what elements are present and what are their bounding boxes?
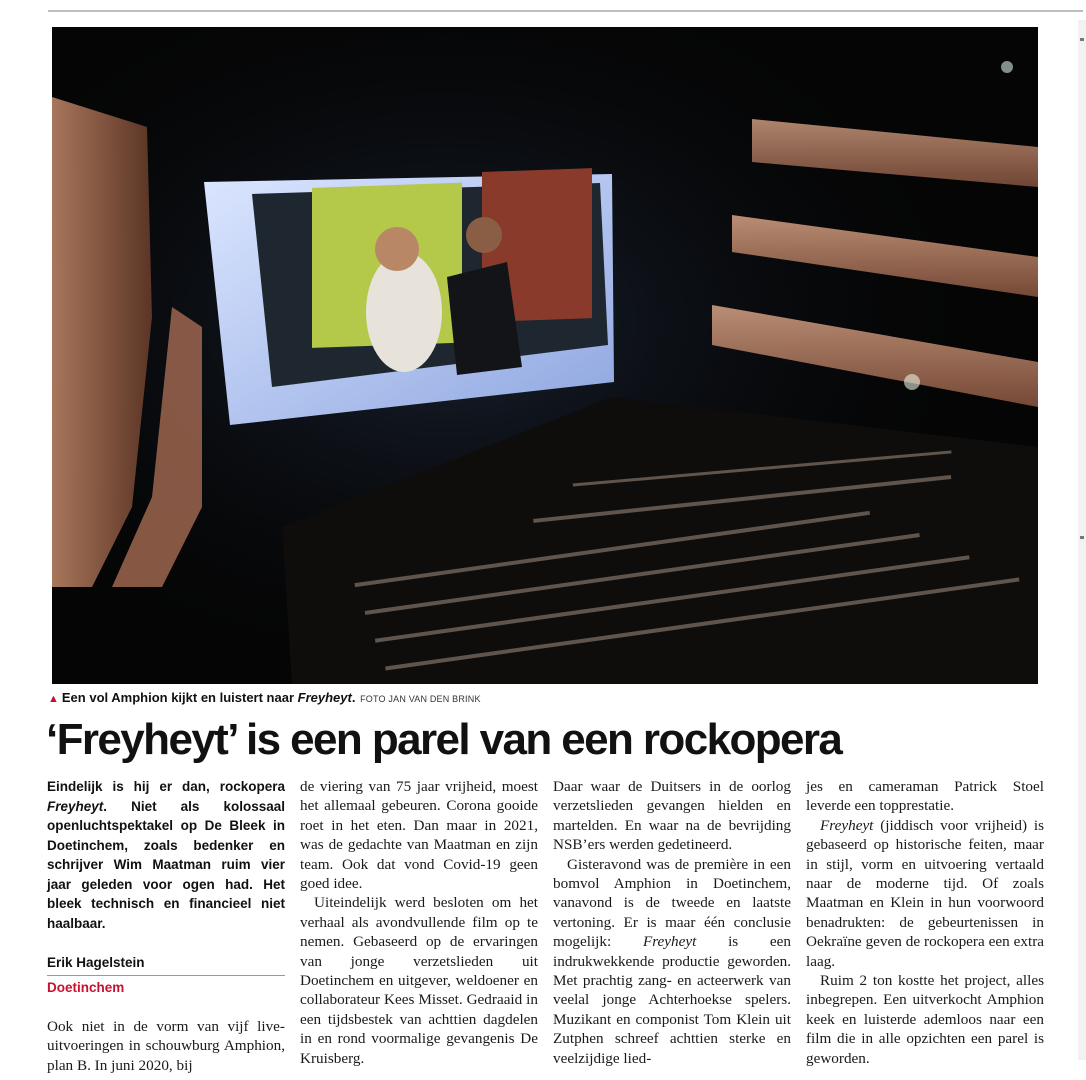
theater-photo-illustration bbox=[52, 27, 1038, 684]
lead-text-continued: . Niet als kolossaal openluchtspektakel op De Bleek in Doetinchem, zoals bedenker en schrijver Wim Maatman ruim vier jaar geleden voor ogen had. Het bleek technisch en financieel niet haalbaar. bbox=[47, 798, 285, 931]
adjacent-page-edge bbox=[1078, 20, 1086, 1060]
article-lead bbox=[47, 777, 285, 933]
film-title: Freyheyt bbox=[642, 933, 697, 951]
theater-photo bbox=[52, 27, 1038, 684]
body-text: (jiddisch voor vrijheid) is gebaseerd op historische feiten, maar in stijl, vorm en uitvoering vertaald naar de moderne tijd. Of zoals Maatman en Klein in hun voorwoord benadrukten: de gebeurtenissen in Oekraïne geven de rockopera een extra laag. bbox=[806, 816, 1044, 970]
article-column-4 bbox=[806, 777, 1044, 1068]
author-name: Erik Hagelstein bbox=[47, 955, 145, 970]
article-column-1 bbox=[47, 777, 285, 1075]
dateline-place: Doetinchem bbox=[47, 980, 125, 996]
body-paragraph: Ook niet in de vorm van vijf live-uitvoeringen in schouwburg Amphion, plan B. In juni 2020, bij bbox=[47, 1017, 285, 1074]
article-column-3 bbox=[553, 777, 791, 1068]
body-paragraph: de viering van 75 jaar vrijheid, moest het allemaal gebeuren. Corona gooide roet in het eten. Dan maar in 2021, was de gedachte van Maatman en zijn team. Ook dat vond Covid-19 geen goed idee. bbox=[300, 778, 538, 893]
body-paragraph bbox=[806, 816, 1044, 971]
article-headline: ‘Freyheyt’ is een parel van een rockopera bbox=[46, 715, 842, 764]
body-paragraph: Ruim 2 ton kostte het project, alles inbegrepen. Een uitverkocht Amphion keek en luisterde ademloos naar een film die in alle opzichten een parel is geworden. bbox=[806, 972, 1044, 1067]
caption-triangle-icon: ▲ bbox=[48, 693, 59, 705]
photo-caption bbox=[48, 690, 481, 705]
body-paragraph: Daar waar de Duitsers in de oorlog verzetslieden gevangen hielden en martelden. En waar na de bevrijding NSB’ers werden gedetineerd. bbox=[553, 778, 791, 854]
body-paragraph: jes en cameraman Patrick Stoel leverde een topprestatie. bbox=[806, 778, 1044, 815]
body-paragraph bbox=[553, 855, 791, 1068]
body-paragraph: Uiteindelijk werd besloten om het verhaal als avondvullende film op te nemen. Gebaseerd op de ervaringen van jonge verzetslieden uit Doetinchem en uitgever, weldoener en collaborateur Kees Misset. Gedraaid in een tijdsbestek van achttien dagdelen in en rond voormalige gevangenis De Kruisberg. bbox=[300, 894, 538, 1067]
article-column-2 bbox=[300, 777, 538, 1068]
lead-title: Freyheyt bbox=[47, 798, 104, 814]
caption-text: Een vol Amphion kijkt en luistert naar bbox=[61, 690, 298, 705]
photo-credit: FOTO JAN VAN DEN BRINK bbox=[360, 694, 481, 704]
body-text: Gisteravond was de première in een bomvol Amphion in Doetinchem, vanavond is de tweede en laatste vertoning. Er is maar één conclusie mogelijk: bbox=[553, 855, 791, 951]
film-title: Freyheyt bbox=[820, 816, 874, 834]
caption-period: . bbox=[351, 690, 356, 705]
byline-divider bbox=[47, 975, 285, 976]
top-rule bbox=[48, 10, 1083, 12]
caption-title: Freyheyt bbox=[297, 690, 352, 705]
lead-text: Eindelijk is hij er dan, rockopera bbox=[47, 779, 285, 794]
body-text: is een indrukwekkende productie geworden. Met prachtig zang- en acteerwerk van veelal jonge Achterhoekse spelers. Muzikant en componist Tom Klein uit Zutphen schreef achttien sterke en veelzijdige lied- bbox=[553, 933, 791, 1067]
